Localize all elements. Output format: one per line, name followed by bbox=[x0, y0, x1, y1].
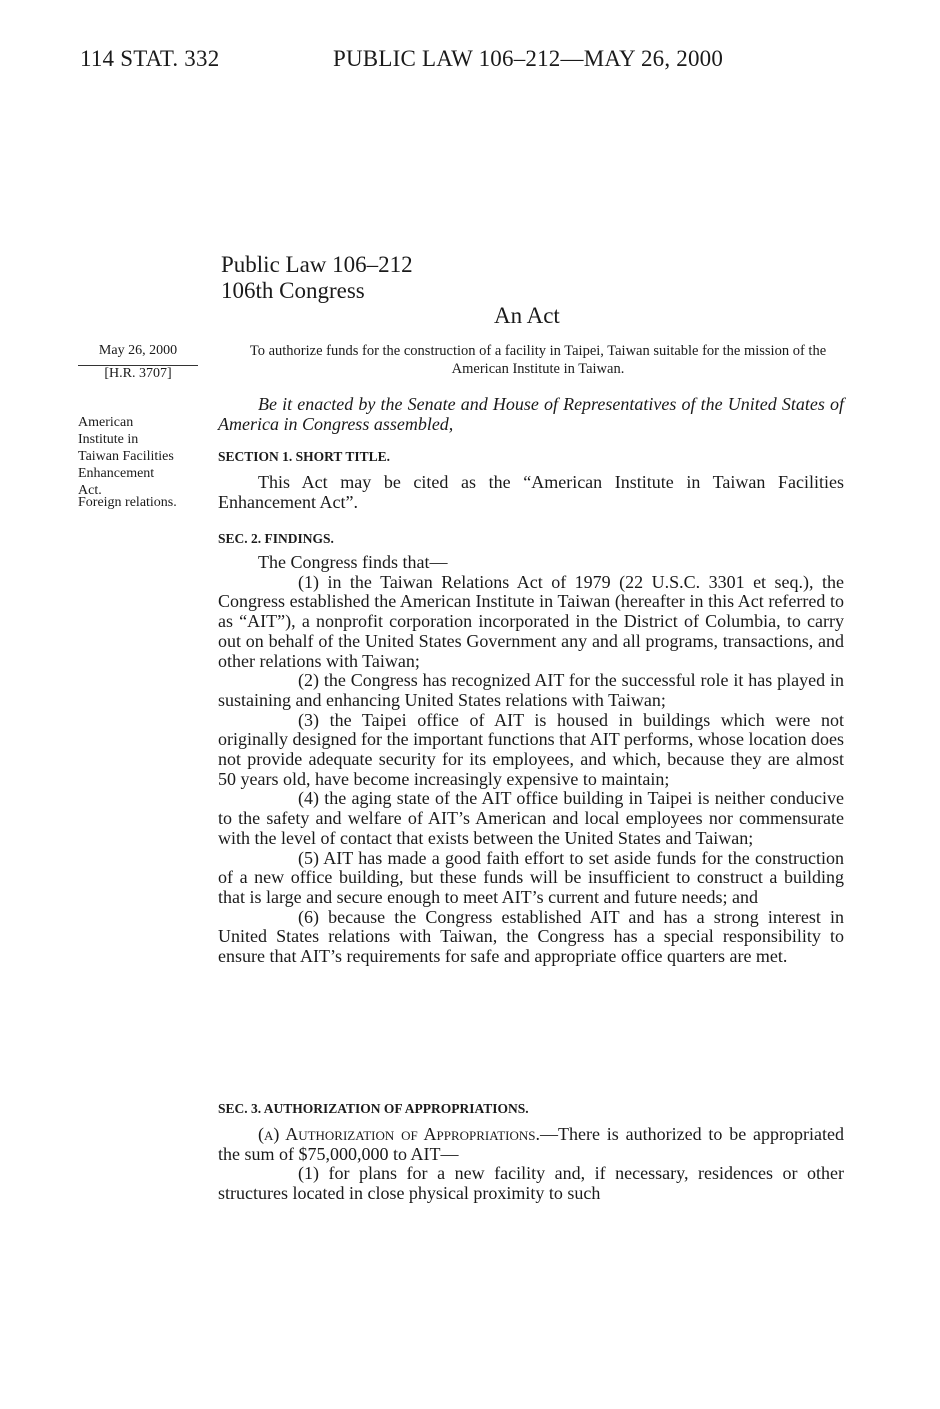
public-law-number: Public Law 106–212 bbox=[221, 252, 413, 277]
margin-date: May 26, 2000 bbox=[98, 343, 178, 358]
finding-2: (2) the Congress has recognized AIT for the successful role it has played in sustaining and enhancing United States relations with Taiwan; bbox=[218, 670, 844, 710]
findings-intro: The Congress finds that— bbox=[258, 552, 448, 572]
finding-3: (3) the Taipei office of AIT is housed in buildings which were not originally designed for the important functions that AIT performs, whose location does not provide adequate security for its employees, and which, because they are almost 50 years old, have become increasingly expensive to maintain; bbox=[218, 709, 844, 789]
finding-4: (4) the aging state of the AIT office building in Taipei is neither conducive to the safety and welfare of AIT’s American and local employees nor commensurate with the level of contact that exists between the United States and Taiwan; bbox=[218, 788, 844, 848]
finding-6: (6) because the Congress established AIT and has a strong interest in United States relations with Taiwan, the Congress has a special responsibility to ensure that AIT’s requirements for safe and appropriate office quarters are met. bbox=[218, 906, 844, 967]
finding-5: (5) AIT has made a good faith effort to set aside funds for the construction of a new office building, but these funds will be insufficient to construct a building that is large and secure enough to meet AIT’s current and future needs; and bbox=[218, 847, 844, 907]
enacting-clause: Be it enacted by the Senate and House of Representatives of the United States of America in Congress assembled, bbox=[218, 394, 844, 434]
section-1-body bbox=[218, 473, 844, 512]
section-3-body bbox=[218, 1125, 844, 1204]
margin-note: Taiwan Facilities bbox=[78, 449, 174, 464]
finding-1: (1) in the Taiwan Relations Act of 1979 (22 U.S.C. 3301 et seq.), the Congress established the American Institute in Taiwan (hereafter in this Act referred to as “AIT”), a nonprofit corporation incorporated in the District of Columbia, to carry out on behalf of the United States Government any and all programs, transactions, and other relations with Taiwan; bbox=[218, 571, 844, 671]
section-3-heading: SEC. 3. AUTHORIZATION OF APPROPRIATIONS. bbox=[218, 1101, 529, 1116]
paragraph-1: (1) for plans for a new facility and, if necessary, residences or other structures located in close physical proximity to such bbox=[218, 1163, 844, 1204]
section-2-body bbox=[218, 553, 844, 967]
section-1-heading: SECTION 1. SHORT TITLE. bbox=[218, 449, 390, 464]
running-head: PUBLIC LAW 106–212—MAY 26, 2000 bbox=[333, 46, 724, 71]
subsection-a-text: —There is authorized to be appropriated the sum of $75,000,000 to AIT— bbox=[218, 1124, 844, 1164]
margin-bill-number: [H.R. 3707] bbox=[104, 366, 172, 381]
margin-note: Foreign relations. bbox=[78, 495, 177, 510]
margin-note: Enhancement bbox=[78, 466, 155, 481]
subsection-a bbox=[218, 1125, 844, 1164]
short-title-text: This Act may be cited as the “American Institute in Taiwan Facilities Enhancement Act”. bbox=[218, 472, 844, 512]
act-purpose: To authorize funds for the construction of a facility in Taipei, Taiwan suitable for the mission of the American Institute in Taiwan. bbox=[249, 343, 827, 377]
margin-note: Act. bbox=[78, 483, 102, 498]
section-2-heading: SEC. 2. FINDINGS. bbox=[218, 531, 334, 546]
act-title: An Act bbox=[494, 303, 560, 328]
congress-number: 106th Congress bbox=[221, 278, 365, 303]
stat-reference: 114 STAT. 332 bbox=[80, 46, 220, 71]
subsection-a-label: (a) Authorization of Appropriations. bbox=[258, 1124, 540, 1144]
margin-note: Institute in bbox=[78, 432, 139, 447]
margin-note: American bbox=[78, 415, 134, 430]
